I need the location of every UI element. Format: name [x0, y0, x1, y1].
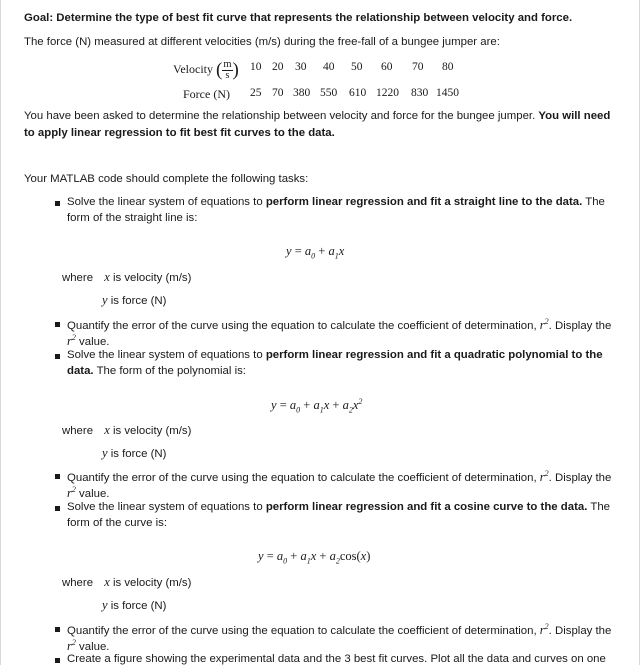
quantify-item-1: Quantify the error of the curve using the equation to calculate the coefficient of determination, $r^2$. Display the [67, 317, 612, 333]
velocity-value: 20 [272, 61, 284, 73]
matlab-intro: Your MATLAB code should complete the following tasks: [24, 173, 309, 185]
equation-linear: $y = a_0 + a_1x$ [286, 244, 345, 261]
quantify-item-3-line2: $r^2$ value. [67, 638, 110, 654]
velocity-value: 30 [295, 61, 307, 73]
quantify-item-2: Quantify the error of the curve using the equation to calculate the coefficient of determination, $r^2$. Display the [67, 469, 612, 485]
velocity-value: 70 [412, 61, 424, 73]
velocity-value: 80 [442, 61, 454, 73]
linear-item-line2: form of the straight line is: [67, 212, 198, 224]
intro-text: The force (N) measured at different velocities (m/s) during the free-fall of a bungee jumper are: [24, 36, 500, 48]
force-value: 610 [349, 87, 367, 99]
bullet [55, 506, 60, 511]
bullet [55, 201, 60, 206]
force-value: 1220 [376, 87, 399, 99]
task-paragraph-line2: to apply linear regression to fit best fit curves to the data. [24, 127, 335, 139]
figure-item: Create a figure showing the experimental data and the 3 best fit curves. Plot all the data and curves on one [67, 653, 606, 665]
force-value: 70 [272, 87, 284, 99]
where-block-2: where x is velocity (m/s) [62, 423, 192, 437]
quadratic-item-line2: data. The form of the polynomial is: [67, 365, 246, 377]
quantify-item-2-line2: $r^2$ value. [67, 485, 110, 501]
equation-cosine: $y = a_0 + a_1x + a_2\cos(x)$ [258, 549, 371, 566]
velocity-value: 50 [351, 61, 363, 73]
task-paragraph: You have been asked to determine the relationship between velocity and force for the bungee jumper. You will need [24, 110, 611, 122]
goal-heading: Goal: Determine the type of best fit curve that represents the relationship between velocity and force. [24, 12, 573, 24]
quadratic-item: Solve the linear system of equations to perform linear regression and fit a quadratic polynomial to the [67, 349, 603, 361]
where-block-3: where x is velocity (m/s) [62, 575, 192, 589]
force-value: 380 [293, 87, 311, 99]
unit-den: s [225, 69, 230, 81]
force-value: 25 [250, 87, 262, 99]
where-y-1: y is force (N) [102, 293, 167, 307]
bullet [55, 322, 60, 327]
bullet [55, 658, 60, 663]
force-value: 550 [320, 87, 338, 99]
quantify-item-3: Quantify the error of the curve using the equation to calculate the coefficient of determination, $r^2$. Display the [67, 622, 612, 638]
force-label: Force (N) [183, 87, 230, 101]
cosine-item-line2: form of the curve is: [67, 517, 168, 529]
bullet [55, 627, 60, 632]
bullet [55, 354, 60, 359]
force-value: 830 [411, 87, 429, 99]
where-y-2: y is force (N) [102, 446, 167, 460]
where-block-1: where x is velocity (m/s) [62, 270, 192, 284]
velocity-value: 60 [381, 61, 393, 73]
velocity-value: 10 [250, 61, 262, 73]
equation-quadratic: $y = a_0 + a_1x + a_2x^2$ [271, 397, 363, 415]
velocity-value: 40 [323, 61, 335, 73]
where-y-3: y is force (N) [102, 598, 167, 612]
velocity-label: Velocity ( $\frac{m}{s}$ ) [173, 58, 239, 81]
linear-item: Solve the linear system of equations to perform linear regression and fit a straight line to the data. The [67, 196, 605, 208]
bullet [55, 474, 60, 479]
unit-num: m [223, 58, 232, 70]
quantify-item-1-line2: $r^2$ value. [67, 333, 110, 349]
force-value: 1450 [436, 87, 459, 99]
cosine-item: Solve the linear system of equations to perform linear regression and fit a cosine curve to the data. The [67, 501, 610, 513]
